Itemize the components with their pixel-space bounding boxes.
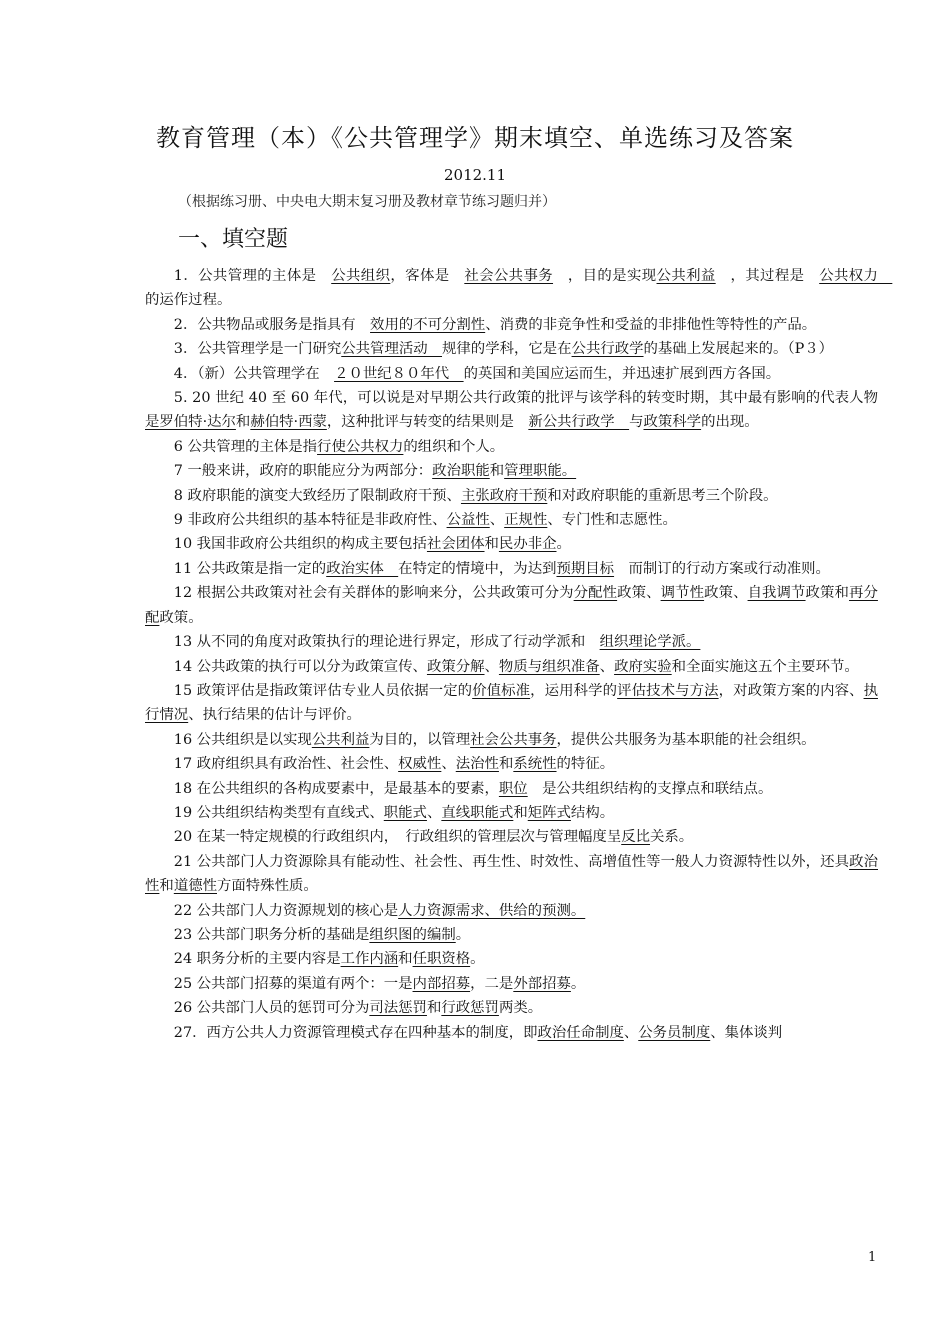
answer-blank: 系统性 [513, 756, 557, 773]
answer-blank: 公共行政学 [571, 341, 644, 358]
answer-blank: 管理职能。 [504, 463, 577, 480]
question-text: ，运用科学的 [530, 682, 618, 699]
question-text: 10 我国非政府公共组织的构成主要包括 [173, 536, 427, 553]
question-text: 的基础上发展起来的。（P３） [643, 341, 834, 358]
question-text: 12 根据公共政策对社会有关群体的影响来分，公共政策可分为 [173, 585, 574, 602]
answer-blank: 自我调节 [747, 585, 806, 602]
question-item [145, 752, 878, 776]
answer-blank: 社会团体 [426, 536, 485, 553]
page-number: 1 [868, 1250, 877, 1265]
question-item [145, 435, 878, 459]
question-text: 结构。 [570, 804, 615, 821]
question-text: 17 政府组织具有政治性、社会性、 [173, 756, 399, 773]
question-item [145, 532, 878, 556]
question-text: 、 [484, 658, 499, 675]
answer-blank: 政治职能 [432, 463, 490, 480]
answer-blank: 价值标准 [472, 682, 531, 699]
question-item [145, 728, 878, 752]
question-text: 和全面实施这五个主要环节。 [671, 658, 859, 675]
question-item [145, 337, 878, 361]
question-text: 26 公共部门人员的惩罚可分为 [173, 1000, 370, 1017]
question-text: 方面特殊性质。 [217, 878, 318, 895]
question-item [145, 362, 878, 386]
question-item [145, 801, 878, 825]
question-item [145, 923, 878, 947]
question-text: 21 公共部门人力资源除具有能动性、社会性、再生性、时效性、高增值性等一般人力资源特性以外，还具 [173, 853, 850, 870]
answer-blank: 任职资格 [412, 951, 471, 968]
question-text: 。 [556, 536, 571, 553]
answer-blank: 工作内涵 [340, 951, 399, 968]
question-text: 政策、 [617, 585, 661, 602]
question-text: ，提供公共服务为基本职能的社会组织。 [556, 731, 816, 748]
question-text: 、 [426, 804, 442, 821]
answer-blank: 政治实体 [326, 560, 399, 577]
document-date: 2012.11 [443, 166, 507, 184]
question-text: 规律的学科，它是在 [442, 341, 572, 358]
question-text: 5. 20 世纪 40 至 60 年代，可以说是对早期公共行政策的批评与该学科的转变时期，其中最有影响的代表人物 [173, 390, 878, 407]
question-text: 而制订的行动方案或行动准则。 [614, 560, 830, 577]
question-text: 23 公共部门职务分析的基础是 [173, 926, 370, 943]
section-heading: 一、填空题 [178, 227, 289, 252]
answer-blank: 道德性 [173, 878, 217, 895]
question-text: 8 政府职能的演变大致经历了限制政府干预、 [173, 487, 461, 504]
answer-blank: 内部招募 [412, 975, 471, 992]
answer-blank: 政策科学 [643, 414, 702, 431]
source-note: （根据练习册、中央电大期末复习册及教材章节练习题归并） [178, 194, 556, 210]
question-text: 政策、 [704, 585, 748, 602]
question-text: 4．（新）公共管理学在 [173, 365, 335, 382]
question-text: 14 公共政策的执行可以分为政策宣传、 [173, 658, 427, 675]
question-text: 25 公共部门招募的渠道有两个：一是 [173, 975, 413, 992]
question-text: 和 [398, 951, 413, 968]
question-text: 、集体谈判 [710, 1024, 783, 1041]
question-text: 和 [426, 1000, 442, 1017]
question-item [145, 679, 878, 728]
answer-blank: 预期目标 [556, 560, 615, 577]
question-item [145, 484, 878, 508]
question-text: 在特定的情境中，为达到 [398, 560, 557, 577]
answer-blank: 是罗伯特·达尔 [145, 414, 236, 431]
answer-blank: 物质与组织准备 [498, 658, 600, 675]
answer-blank: 政策分解 [426, 658, 485, 675]
answer-blank: 调节性 [660, 585, 705, 602]
question-text: 两类。 [498, 1000, 543, 1017]
answer-blank: 权威性 [398, 756, 442, 773]
question-text: 1．公共管理的主体是 [173, 268, 332, 284]
question-text: ，对政策方案的内容、 [718, 682, 864, 699]
question-text: 的运作过程。 [145, 292, 232, 309]
question-text: 的英国和美国应运而生，并迅速扩展到西方各国。 [463, 365, 781, 382]
question-text: 关系。 [650, 829, 694, 846]
answer-blank: 公共利益 [311, 731, 370, 748]
answer-blank: 公共管理活动 [341, 341, 443, 358]
answer-blank: 公共利益 [656, 268, 716, 284]
question-item [145, 947, 878, 971]
question-item [145, 850, 878, 899]
question-text: 、 [599, 658, 615, 675]
document-title: 教育管理（本）《公共管理学》期末填空、单选练习及答案 [156, 124, 794, 152]
question-text: 、 [441, 756, 456, 773]
answer-blank: 公务员制度 [638, 1024, 711, 1041]
question-item [145, 386, 878, 435]
answer-blank: 组织图的编制 [369, 926, 456, 943]
question-text: ，二是 [470, 975, 514, 992]
question-text: 的特征。 [556, 756, 615, 773]
question-text: 和 [498, 756, 514, 773]
question-text: 6 公共管理的主体是指 [173, 438, 318, 455]
answer-blank: 公共权力 [819, 268, 893, 284]
question-text: 18 在公共组织的各构成要素中，是最基本的要素， [173, 780, 499, 797]
question-text: 7 一般来讲，政府的职能应分为两部分： [173, 463, 433, 480]
answer-blank: 评估技术与方法 [617, 682, 719, 699]
question-list [145, 264, 893, 1045]
question-text: 、 [623, 1024, 639, 1041]
question-text: 是公共组织结构的支撑点和联结点。 [527, 780, 773, 797]
question-text: 的组织和个人。 [403, 438, 505, 455]
question-text: 政策和 [805, 585, 850, 602]
question-text: 、执行结果的估计与评价。 [188, 707, 361, 724]
answer-blank: 政治性 [145, 853, 878, 895]
question-item [145, 264, 893, 313]
answer-blank: 民办非企 [498, 536, 557, 553]
answer-blank: 职位 [498, 780, 528, 797]
answer-blank: 执行情况 [145, 682, 878, 724]
question-item [145, 996, 878, 1020]
question-item [145, 825, 878, 849]
answer-blank: 新公共行政学 [528, 414, 630, 431]
question-text: 11 公共政策是指一定的 [173, 560, 327, 577]
answer-blank: 人力资源需求、供给的预测。 [398, 902, 586, 919]
question-item [145, 655, 878, 679]
question-text: ，目的是实现 [553, 268, 657, 284]
answer-blank: 政府实验 [614, 658, 672, 675]
answer-blank: 公共组织 [331, 268, 391, 284]
answer-blank: 行使公共权力 [317, 438, 404, 455]
question-text: 16 公共组织是以实现 [173, 731, 312, 748]
question-item [145, 972, 878, 996]
question-item [145, 899, 878, 923]
answer-blank: 效用的不可分割性 [370, 316, 486, 333]
question-item [145, 508, 878, 532]
question-text: 为目的，以管理 [369, 731, 471, 748]
answer-blank: 赫伯特·西蒙 [250, 414, 327, 431]
question-text: 和 [235, 414, 251, 431]
question-item [145, 459, 878, 483]
question-item [145, 1021, 878, 1045]
answer-blank: 外部招募 [513, 975, 571, 992]
answer-blank: 再分配 [145, 585, 878, 626]
question-text: 。 [470, 951, 485, 968]
question-text: ，这种批评与转变的结果则是 [326, 414, 529, 431]
answer-blank: 直线职能式 [441, 804, 514, 821]
question-item [145, 777, 878, 801]
question-text: 、 [489, 512, 505, 529]
question-text: 20 在某一特定规模的行政组织内， 行政组织的管理层次与管理幅度呈 [173, 829, 622, 846]
answer-blank: ２０世纪８０年代 [334, 365, 464, 382]
question-text: 2．公共物品或服务是指具有 [173, 316, 371, 333]
question-text: 27．西方公共人力资源管理模式存在四种基本的制度，即 [173, 1024, 538, 1041]
question-text: ，客体是 [390, 268, 465, 284]
answer-blank: 矩阵式 [527, 804, 571, 821]
question-text: 和 [159, 878, 174, 895]
answer-blank: 社会公共事务 [464, 268, 554, 284]
answer-blank: 公益性 [446, 512, 490, 529]
answer-blank: 职能式 [383, 804, 427, 821]
question-text: 19 公共组织结构类型有直线式、 [173, 804, 384, 821]
question-text: 22 公共部门人力资源规划的核心是 [173, 902, 399, 919]
question-item [145, 581, 878, 630]
answer-blank: 司法惩罚 [369, 1000, 427, 1017]
question-item [145, 630, 878, 654]
question-text: 、专门性和志愿性。 [547, 512, 677, 529]
question-text: 和 [489, 463, 505, 480]
question-text: 、消费的非竞争性和受益的非排他性等特性的产品。 [485, 316, 817, 333]
question-text: 3．公共管理学是一门研究 [173, 341, 342, 358]
answer-blank: 组织理论学派。 [599, 634, 701, 651]
question-text: 和 [484, 536, 499, 553]
question-text: 和 [513, 804, 528, 821]
question-text: ，其过程是 [715, 268, 820, 284]
question-text: 的出现。 [701, 414, 759, 431]
answer-blank: 行政惩罚 [441, 1000, 499, 1017]
question-text: 9 非政府公共组织的基本特征是非政府性、 [173, 512, 447, 529]
question-item [145, 557, 878, 581]
answer-blank: 分配性 [573, 585, 618, 602]
question-text: 15 政策评估是指政策评估专业人员依据一定的 [173, 682, 473, 699]
answer-blank: 反比 [621, 829, 651, 846]
answer-blank: 主张政府干预 [460, 487, 548, 504]
question-text: 政策。 [159, 609, 203, 626]
question-text: 24 职务分析的主要内容是 [173, 951, 341, 968]
question-text: 和对政府职能的重新思考三个阶段。 [547, 487, 778, 504]
question-text: 。 [570, 975, 586, 992]
question-text: 13 从不同的角度对政策执行的理论进行界定，形成了行动学派和 [173, 634, 600, 651]
question-text: 与 [629, 414, 644, 431]
question-item [145, 313, 878, 337]
answer-blank: 政治任命制度 [537, 1024, 624, 1041]
answer-blank: 社会公共事务 [470, 731, 557, 748]
answer-blank: 法治性 [455, 756, 499, 773]
question-text: 。 [455, 926, 471, 943]
answer-blank: 正规性 [504, 512, 548, 529]
